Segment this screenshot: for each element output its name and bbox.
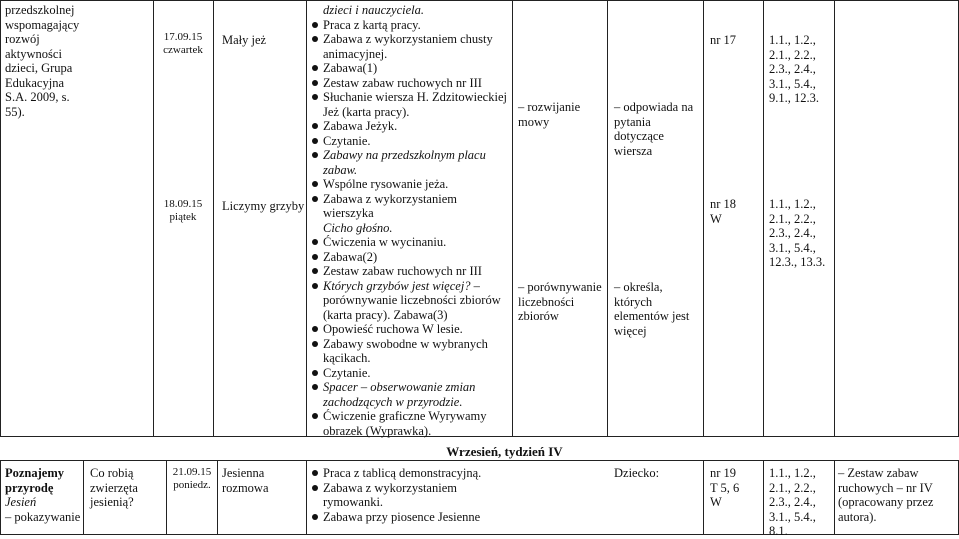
activity-item: Praca z kartą pracy. [312,18,510,33]
plan-cell [710,33,736,48]
activity-item: Zabawa z wykorzystaniem [312,481,600,496]
col-divider [306,0,307,436]
question-line: jesienią? [90,495,134,509]
outcome-line: elementów jest [614,309,690,323]
plan-letter: W [710,211,722,226]
code-line: 12.3., 13.3. [769,255,826,269]
outcome-line: – odpowiada na [614,100,694,114]
code-line: 1.1., 1.2., [769,466,816,480]
codes-cell [769,466,816,539]
note-line: ruchowych – nr IV [838,480,933,495]
activity-continuation: rymowanki. [323,495,384,509]
plan-cell [710,197,736,226]
activity-continuation: Jeż (karta pracy). [323,104,410,119]
plan-number: nr 18 [710,197,737,211]
area-line: – pokazywanie [5,509,81,524]
skill-line: – rozwijanie [518,100,581,114]
col-divider [0,0,1,436]
code-line: 2.1., 2.2., [769,480,816,495]
col-divider [83,460,84,535]
text-line: wspomagający [5,17,80,32]
skill-cell [518,280,602,324]
col-divider [306,460,307,535]
activity-item: Zestaw zabaw ruchowych nr III [312,76,510,91]
activity-item: Praca z tablicą demonstracyjną. [312,466,600,481]
activity-item: Zabawa(1) [312,61,510,76]
activity-continuation: (karta pracy). Zabawa(3) [323,307,448,322]
weekday: poniedz. [173,479,211,491]
date-cell [155,31,211,57]
question-line: zwierzęta [90,480,138,495]
activity-item: Zabawa z wykorzystaniem chusty [312,32,510,47]
codes-cell [769,33,819,106]
note-line: autora). [838,509,877,524]
area-cell [5,466,82,524]
col-divider [834,460,835,535]
activity-item: Ćwiczenia w wycinaniu. [312,235,510,250]
weekday: piątek [169,211,197,223]
outcome-line: dotyczące [614,129,664,143]
topic: Liczymy grzyby [222,199,305,213]
col-divider [512,0,513,436]
code-line: 3.1., 5.4., [769,240,816,255]
topic-line: rozmowa [222,480,269,495]
plan-number: nr 17 [710,33,737,47]
question-cell [90,466,138,510]
activities-cell [312,3,510,438]
col-divider [166,460,167,535]
activity-item: Opowieść ruchowa W lesie. [312,322,510,337]
activity-continuation: obrazek (Wyprawka). [323,423,432,438]
col-divider [153,0,154,436]
code-line: 8.1. [769,524,788,538]
activity-item: Czytanie. [312,366,510,381]
activity-continuation: zabaw. [323,162,358,177]
child-label [614,466,659,481]
activity-continuation: Cicho głośno. [323,220,393,235]
skill-line: zbiorów [518,309,559,323]
date: 17.09.15 [163,31,203,43]
code-line: 2.1., 2.2., [769,211,816,226]
area-title: przyrodę [5,480,54,495]
note-line: – Zestaw zabaw [838,466,919,480]
outcome-cell [614,280,689,338]
activity-item: Zabawa(2) [312,250,510,265]
code-line: 3.1., 5.4., [769,509,816,524]
col-divider [703,0,704,436]
activity-item: Zabawy na przedszkolnym placu [312,148,510,163]
area-subtitle: Jesień [5,495,37,509]
code-line: 2.3., 2.4., [769,62,816,76]
date: 18.09.15 [163,198,203,210]
question-line: Co robią [90,466,134,480]
col-divider [607,0,608,436]
col-divider [763,460,764,535]
table-top-border [0,0,959,1]
outcome-line: których [614,294,653,309]
date-cell [168,466,216,492]
activity-item: Zabawy swobodne w wybranych [312,337,510,352]
activity-continuation: animacyjnej. [323,46,388,61]
skill-line: – porównywanie [518,280,602,294]
text-line: 55). [5,104,25,119]
outcome-line: pytania [614,114,651,129]
code-line: 2.3., 2.4., [769,495,816,509]
code-line: 9.1., 12.3. [769,91,819,105]
outcome-line: – określa, [614,280,663,294]
date-cell [155,198,211,224]
activity-item: Czytanie. [312,134,510,149]
topic-line: Jesienna [222,466,265,480]
topic: Mały jeż [222,33,267,47]
week-heading [306,445,703,460]
table-top-border [0,460,959,461]
weekday: czwartek [163,44,203,56]
notes-cell [838,466,956,524]
col-divider [0,460,1,535]
outcome-line: więcej [614,323,647,338]
activity-continuation: dzieci i nauczyciela. [323,3,425,17]
activity-item: Zabawa z wykorzystaniem wierszyka [312,192,510,221]
col-divider [217,460,218,535]
child-label-text: Dziecko: [614,466,660,480]
plan-cell [710,466,739,510]
activity-item: Wspólne rysowanie jeża. [312,177,510,192]
outcome-line: wiersza [614,143,653,158]
topic-cell [222,33,266,48]
activity-item: Zestaw zabaw ruchowych nr III [312,264,510,279]
activity-continuation: kącikach. [323,351,371,365]
activity-continuation: zachodzących w przyrodzie. [323,394,463,409]
code-line: 2.1., 2.2., [769,47,816,62]
code-line: 1.1., 1.2., [769,33,816,47]
activity-item: Ćwiczenie graficzne Wyrywamy [312,409,510,424]
plan-line: nr 19 [710,466,737,480]
col-divider [834,0,835,436]
activity-item: Zabawa Jeżyk. [312,119,510,134]
skill-line: mowy [518,114,550,129]
week-title: Wrzesień, tydzień IV [446,444,563,459]
note-line: (opracowany przez [838,495,934,509]
activity-continuation: porównywanie liczebności zbiorów [323,293,501,307]
text-line: aktywności [5,46,62,61]
text-line: S.A. 2009, s. [5,90,70,104]
area-title: Poznajemy [5,466,65,480]
code-line: 3.1., 5.4., [769,76,816,91]
text-line: przedszkolnej [5,3,75,17]
activities-cell [312,466,600,524]
code-line: 1.1., 1.2., [769,197,816,211]
codes-cell [769,197,825,270]
code-line: 2.3., 2.4., [769,226,816,240]
plan-line: T 5, 6 [710,480,740,495]
activity-item: Spacer – obserwowanie zmian [312,380,510,395]
col-divider [703,460,704,535]
col-divider [763,0,764,436]
topic-cell [222,466,269,495]
activity-item: Zabawa przy piosence Jesienne [312,510,600,525]
text-line: Edukacyjna [5,75,65,90]
reference-cell [5,3,150,119]
text-line: dzieci, Grupa [5,61,73,75]
activity-item: Słuchanie wiersza H. Zdzitowieckiej [312,90,510,105]
col-divider [213,0,214,436]
activity-item: Których grzybów jest więcej? – [312,279,510,294]
skill-line: liczebności [518,294,575,309]
plan-line: W [710,495,722,509]
outcome-cell [614,100,693,158]
text-line: rozwój [5,32,40,46]
topic-cell [222,199,304,214]
skill-cell [518,100,580,129]
date: 21.09.15 [172,466,212,478]
